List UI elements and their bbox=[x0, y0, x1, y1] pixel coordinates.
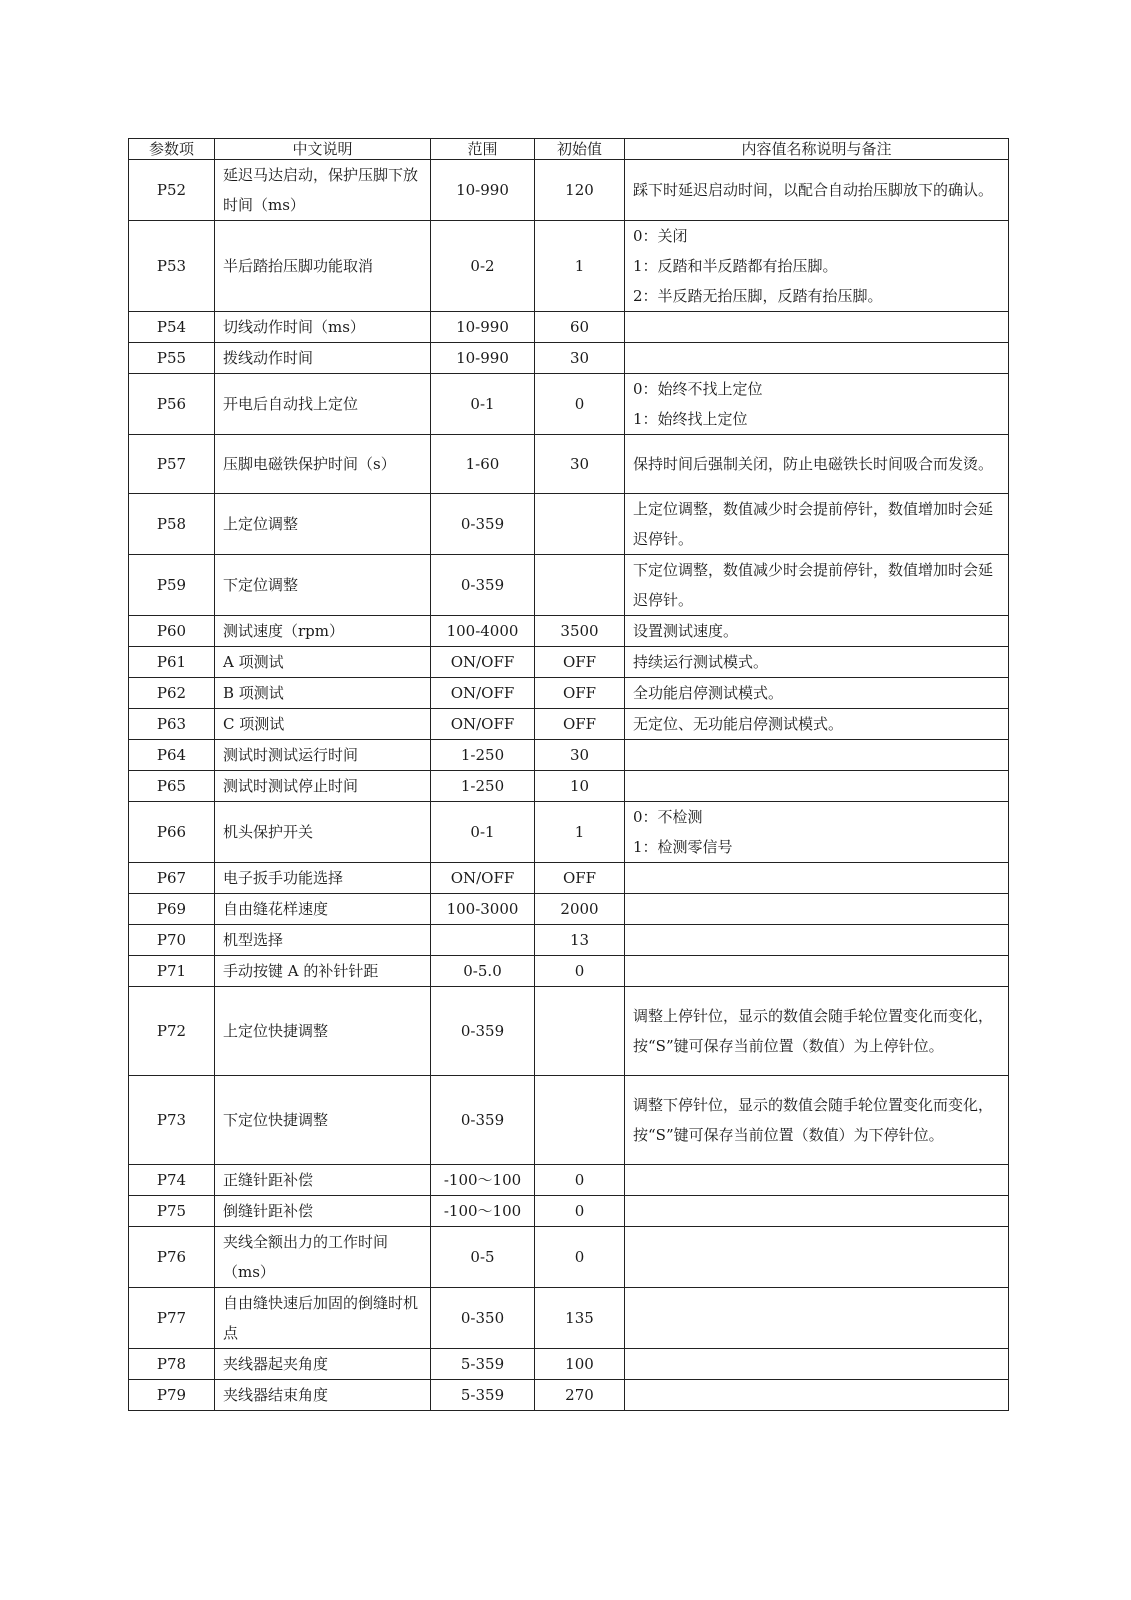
param-notes bbox=[625, 802, 1009, 863]
table-row bbox=[129, 771, 1009, 802]
param-code: P71 bbox=[129, 956, 215, 987]
table-row bbox=[129, 555, 1009, 616]
param-code: P54 bbox=[129, 312, 215, 343]
param-code: P69 bbox=[129, 894, 215, 925]
note-line: 调整下停针位，显示的数值会随手轮位置变化而变化，按“S”键可保存当前位置（数值）为下停针位。 bbox=[633, 1096, 994, 1144]
param-range: 0-5 bbox=[431, 1227, 535, 1288]
param-notes bbox=[625, 1349, 1009, 1380]
param-description: 电子扳手功能选择 bbox=[215, 863, 431, 894]
param-description: C 项测试 bbox=[215, 709, 431, 740]
table-row bbox=[129, 1349, 1009, 1380]
note-line: 持续运行测试模式。 bbox=[633, 653, 769, 671]
table-row bbox=[129, 221, 1009, 312]
param-description: 上定位快捷调整 bbox=[215, 987, 431, 1076]
param-initial-value: 30 bbox=[535, 343, 625, 374]
param-notes bbox=[625, 312, 1009, 343]
param-code: P74 bbox=[129, 1165, 215, 1196]
table-row bbox=[129, 863, 1009, 894]
param-description: 机型选择 bbox=[215, 925, 431, 956]
header-initial-value: 初始值 bbox=[535, 139, 625, 160]
param-notes bbox=[625, 863, 1009, 894]
param-description: 上定位调整 bbox=[215, 494, 431, 555]
param-initial-value: 2000 bbox=[535, 894, 625, 925]
param-code: P75 bbox=[129, 1196, 215, 1227]
param-notes bbox=[625, 1076, 1009, 1165]
param-range: 0-1 bbox=[431, 802, 535, 863]
param-range: 10-990 bbox=[431, 160, 535, 221]
param-notes bbox=[625, 709, 1009, 740]
param-description: 夹线全额出力的工作时间（ms） bbox=[215, 1227, 431, 1288]
table-row bbox=[129, 1165, 1009, 1196]
note-line: 无定位、无功能启停测试模式。 bbox=[633, 715, 844, 733]
param-initial-value: 3500 bbox=[535, 616, 625, 647]
param-notes bbox=[625, 740, 1009, 771]
param-code: P53 bbox=[129, 221, 215, 312]
param-range: 0-359 bbox=[431, 987, 535, 1076]
param-range: 100-4000 bbox=[431, 616, 535, 647]
param-initial-value: 1 bbox=[535, 802, 625, 863]
param-notes bbox=[625, 1380, 1009, 1411]
param-notes bbox=[625, 1227, 1009, 1288]
param-code: P57 bbox=[129, 435, 215, 494]
param-initial-value: 0 bbox=[535, 374, 625, 435]
param-description: 半后踏抬压脚功能取消 bbox=[215, 221, 431, 312]
param-initial-value bbox=[535, 1076, 625, 1165]
param-description: B 项测试 bbox=[215, 678, 431, 709]
param-range: ON/OFF bbox=[431, 678, 535, 709]
param-range: -100～100 bbox=[431, 1196, 535, 1227]
table-row bbox=[129, 894, 1009, 925]
param-range: 0-5.0 bbox=[431, 956, 535, 987]
param-range bbox=[431, 925, 535, 956]
param-notes bbox=[625, 435, 1009, 494]
param-code: P63 bbox=[129, 709, 215, 740]
param-notes bbox=[625, 160, 1009, 221]
param-initial-value: 30 bbox=[535, 435, 625, 494]
param-code: P59 bbox=[129, 555, 215, 616]
header-description: 中文说明 bbox=[215, 139, 431, 160]
note-line: 全功能启停测试模式。 bbox=[633, 684, 784, 702]
table-row bbox=[129, 1076, 1009, 1165]
note-line: 保持时间后强制关闭，防止电磁铁长时间吸合而发烫。 bbox=[633, 455, 994, 473]
param-notes bbox=[625, 374, 1009, 435]
table-row bbox=[129, 1196, 1009, 1227]
param-initial-value: 13 bbox=[535, 925, 625, 956]
param-description: 自由缝快速后加固的倒缝时机点 bbox=[215, 1288, 431, 1349]
table-row bbox=[129, 956, 1009, 987]
param-notes bbox=[625, 221, 1009, 312]
table-body bbox=[129, 160, 1009, 1411]
param-description: 机头保护开关 bbox=[215, 802, 431, 863]
param-code: P77 bbox=[129, 1288, 215, 1349]
param-initial-value: 120 bbox=[535, 160, 625, 221]
param-description: 下定位快捷调整 bbox=[215, 1076, 431, 1165]
param-initial-value bbox=[535, 494, 625, 555]
param-description: 压脚电磁铁保护时间（s） bbox=[215, 435, 431, 494]
param-description: 切线动作时间（ms） bbox=[215, 312, 431, 343]
header-range: 范围 bbox=[431, 139, 535, 160]
table-row bbox=[129, 1380, 1009, 1411]
note-line: 1：始终找上定位 bbox=[633, 410, 748, 428]
param-notes bbox=[625, 894, 1009, 925]
param-initial-value bbox=[535, 555, 625, 616]
header-row bbox=[129, 139, 1009, 160]
param-description: A 项测试 bbox=[215, 647, 431, 678]
param-notes bbox=[625, 647, 1009, 678]
param-code: P61 bbox=[129, 647, 215, 678]
param-initial-value: 270 bbox=[535, 1380, 625, 1411]
param-initial-value: 0 bbox=[535, 1165, 625, 1196]
table-row bbox=[129, 616, 1009, 647]
note-line: 0：关闭 bbox=[633, 227, 688, 245]
param-notes bbox=[625, 987, 1009, 1076]
param-code: P78 bbox=[129, 1349, 215, 1380]
param-initial-value: OFF bbox=[535, 678, 625, 709]
param-initial-value bbox=[535, 987, 625, 1076]
param-description: 手动按键 A 的补针针距 bbox=[215, 956, 431, 987]
param-initial-value: 10 bbox=[535, 771, 625, 802]
param-code: P67 bbox=[129, 863, 215, 894]
note-line: 0：不检测 bbox=[633, 808, 703, 826]
note-line: 调整上停针位，显示的数值会随手轮位置变化而变化，按“S”键可保存当前位置（数值）为上停针位。 bbox=[633, 1007, 994, 1055]
param-description: 开电后自动找上定位 bbox=[215, 374, 431, 435]
param-notes bbox=[625, 1288, 1009, 1349]
table-row bbox=[129, 987, 1009, 1076]
param-range: ON/OFF bbox=[431, 709, 535, 740]
param-notes bbox=[625, 925, 1009, 956]
table-header bbox=[129, 139, 1009, 160]
param-range: ON/OFF bbox=[431, 647, 535, 678]
note-line: 1：检测零信号 bbox=[633, 838, 733, 856]
param-range: 0-359 bbox=[431, 555, 535, 616]
param-initial-value: 135 bbox=[535, 1288, 625, 1349]
note-line: 1：反踏和半反踏都有抬压脚。 bbox=[633, 257, 838, 275]
table-row bbox=[129, 1288, 1009, 1349]
param-range: 1-60 bbox=[431, 435, 535, 494]
param-initial-value: 0 bbox=[535, 956, 625, 987]
param-code: P65 bbox=[129, 771, 215, 802]
param-range: 10-990 bbox=[431, 343, 535, 374]
table-row bbox=[129, 160, 1009, 221]
param-description: 自由缝花样速度 bbox=[215, 894, 431, 925]
table-row bbox=[129, 709, 1009, 740]
param-description: 测试时测试运行时间 bbox=[215, 740, 431, 771]
param-range: 0-2 bbox=[431, 221, 535, 312]
param-initial-value: OFF bbox=[535, 863, 625, 894]
param-initial-value: 0 bbox=[535, 1227, 625, 1288]
param-description: 拨线动作时间 bbox=[215, 343, 431, 374]
param-description: 下定位调整 bbox=[215, 555, 431, 616]
note-line: 上定位调整，数值减少时会提前停针，数值增加时会延迟停针。 bbox=[633, 500, 994, 548]
param-initial-value: 60 bbox=[535, 312, 625, 343]
note-line: 0：始终不找上定位 bbox=[633, 380, 763, 398]
param-notes bbox=[625, 771, 1009, 802]
header-param: 参数项 bbox=[129, 139, 215, 160]
param-code: P76 bbox=[129, 1227, 215, 1288]
param-description: 夹线器结束角度 bbox=[215, 1380, 431, 1411]
param-range: 100-3000 bbox=[431, 894, 535, 925]
parameter-table bbox=[128, 138, 1009, 1411]
param-range: 5-359 bbox=[431, 1349, 535, 1380]
param-range: ON/OFF bbox=[431, 863, 535, 894]
table-row bbox=[129, 802, 1009, 863]
table-row bbox=[129, 678, 1009, 709]
param-initial-value: OFF bbox=[535, 647, 625, 678]
param-code: P62 bbox=[129, 678, 215, 709]
table-row bbox=[129, 647, 1009, 678]
table-row bbox=[129, 740, 1009, 771]
param-description: 测试速度（rpm） bbox=[215, 616, 431, 647]
param-code: P55 bbox=[129, 343, 215, 374]
header-notes: 内容值名称说明与备注 bbox=[625, 139, 1009, 160]
note-line: 踩下时延迟启动时间，以配合自动抬压脚放下的确认。 bbox=[633, 181, 994, 199]
param-range: 5-359 bbox=[431, 1380, 535, 1411]
table-row bbox=[129, 343, 1009, 374]
param-code: P72 bbox=[129, 987, 215, 1076]
param-range: 1-250 bbox=[431, 771, 535, 802]
param-notes bbox=[625, 343, 1009, 374]
param-notes bbox=[625, 956, 1009, 987]
param-notes bbox=[625, 555, 1009, 616]
param-code: P60 bbox=[129, 616, 215, 647]
param-initial-value: 30 bbox=[535, 740, 625, 771]
param-initial-value: 100 bbox=[535, 1349, 625, 1380]
param-code: P66 bbox=[129, 802, 215, 863]
note-line: 2：半反踏无抬压脚，反踏有抬压脚。 bbox=[633, 287, 883, 305]
param-range: 0-359 bbox=[431, 1076, 535, 1165]
param-notes bbox=[625, 616, 1009, 647]
note-line: 下定位调整，数值减少时会提前停针，数值增加时会延迟停针。 bbox=[633, 561, 994, 609]
param-code: P64 bbox=[129, 740, 215, 771]
param-notes bbox=[625, 1196, 1009, 1227]
table-row bbox=[129, 925, 1009, 956]
table-row bbox=[129, 374, 1009, 435]
param-range: 0-1 bbox=[431, 374, 535, 435]
param-initial-value: 1 bbox=[535, 221, 625, 312]
table-row bbox=[129, 1227, 1009, 1288]
param-initial-value: OFF bbox=[535, 709, 625, 740]
param-range: 10-990 bbox=[431, 312, 535, 343]
param-range: 0-350 bbox=[431, 1288, 535, 1349]
param-notes bbox=[625, 1165, 1009, 1196]
param-description: 倒缝针距补偿 bbox=[215, 1196, 431, 1227]
param-description: 正缝针距补偿 bbox=[215, 1165, 431, 1196]
param-code: P56 bbox=[129, 374, 215, 435]
table-row bbox=[129, 435, 1009, 494]
param-description: 延迟马达启动，保护压脚下放时间（ms） bbox=[215, 160, 431, 221]
param-initial-value: 0 bbox=[535, 1196, 625, 1227]
param-code: P70 bbox=[129, 925, 215, 956]
table-row bbox=[129, 494, 1009, 555]
param-description: 测试时测试停止时间 bbox=[215, 771, 431, 802]
param-code: P58 bbox=[129, 494, 215, 555]
param-code: P52 bbox=[129, 160, 215, 221]
param-code: P73 bbox=[129, 1076, 215, 1165]
param-range: 0-359 bbox=[431, 494, 535, 555]
param-description: 夹线器起夹角度 bbox=[215, 1349, 431, 1380]
param-range: 1-250 bbox=[431, 740, 535, 771]
param-code: P79 bbox=[129, 1380, 215, 1411]
param-notes bbox=[625, 494, 1009, 555]
param-range: -100～100 bbox=[431, 1165, 535, 1196]
param-notes bbox=[625, 678, 1009, 709]
table-row bbox=[129, 312, 1009, 343]
note-line: 设置测试速度。 bbox=[633, 622, 739, 640]
